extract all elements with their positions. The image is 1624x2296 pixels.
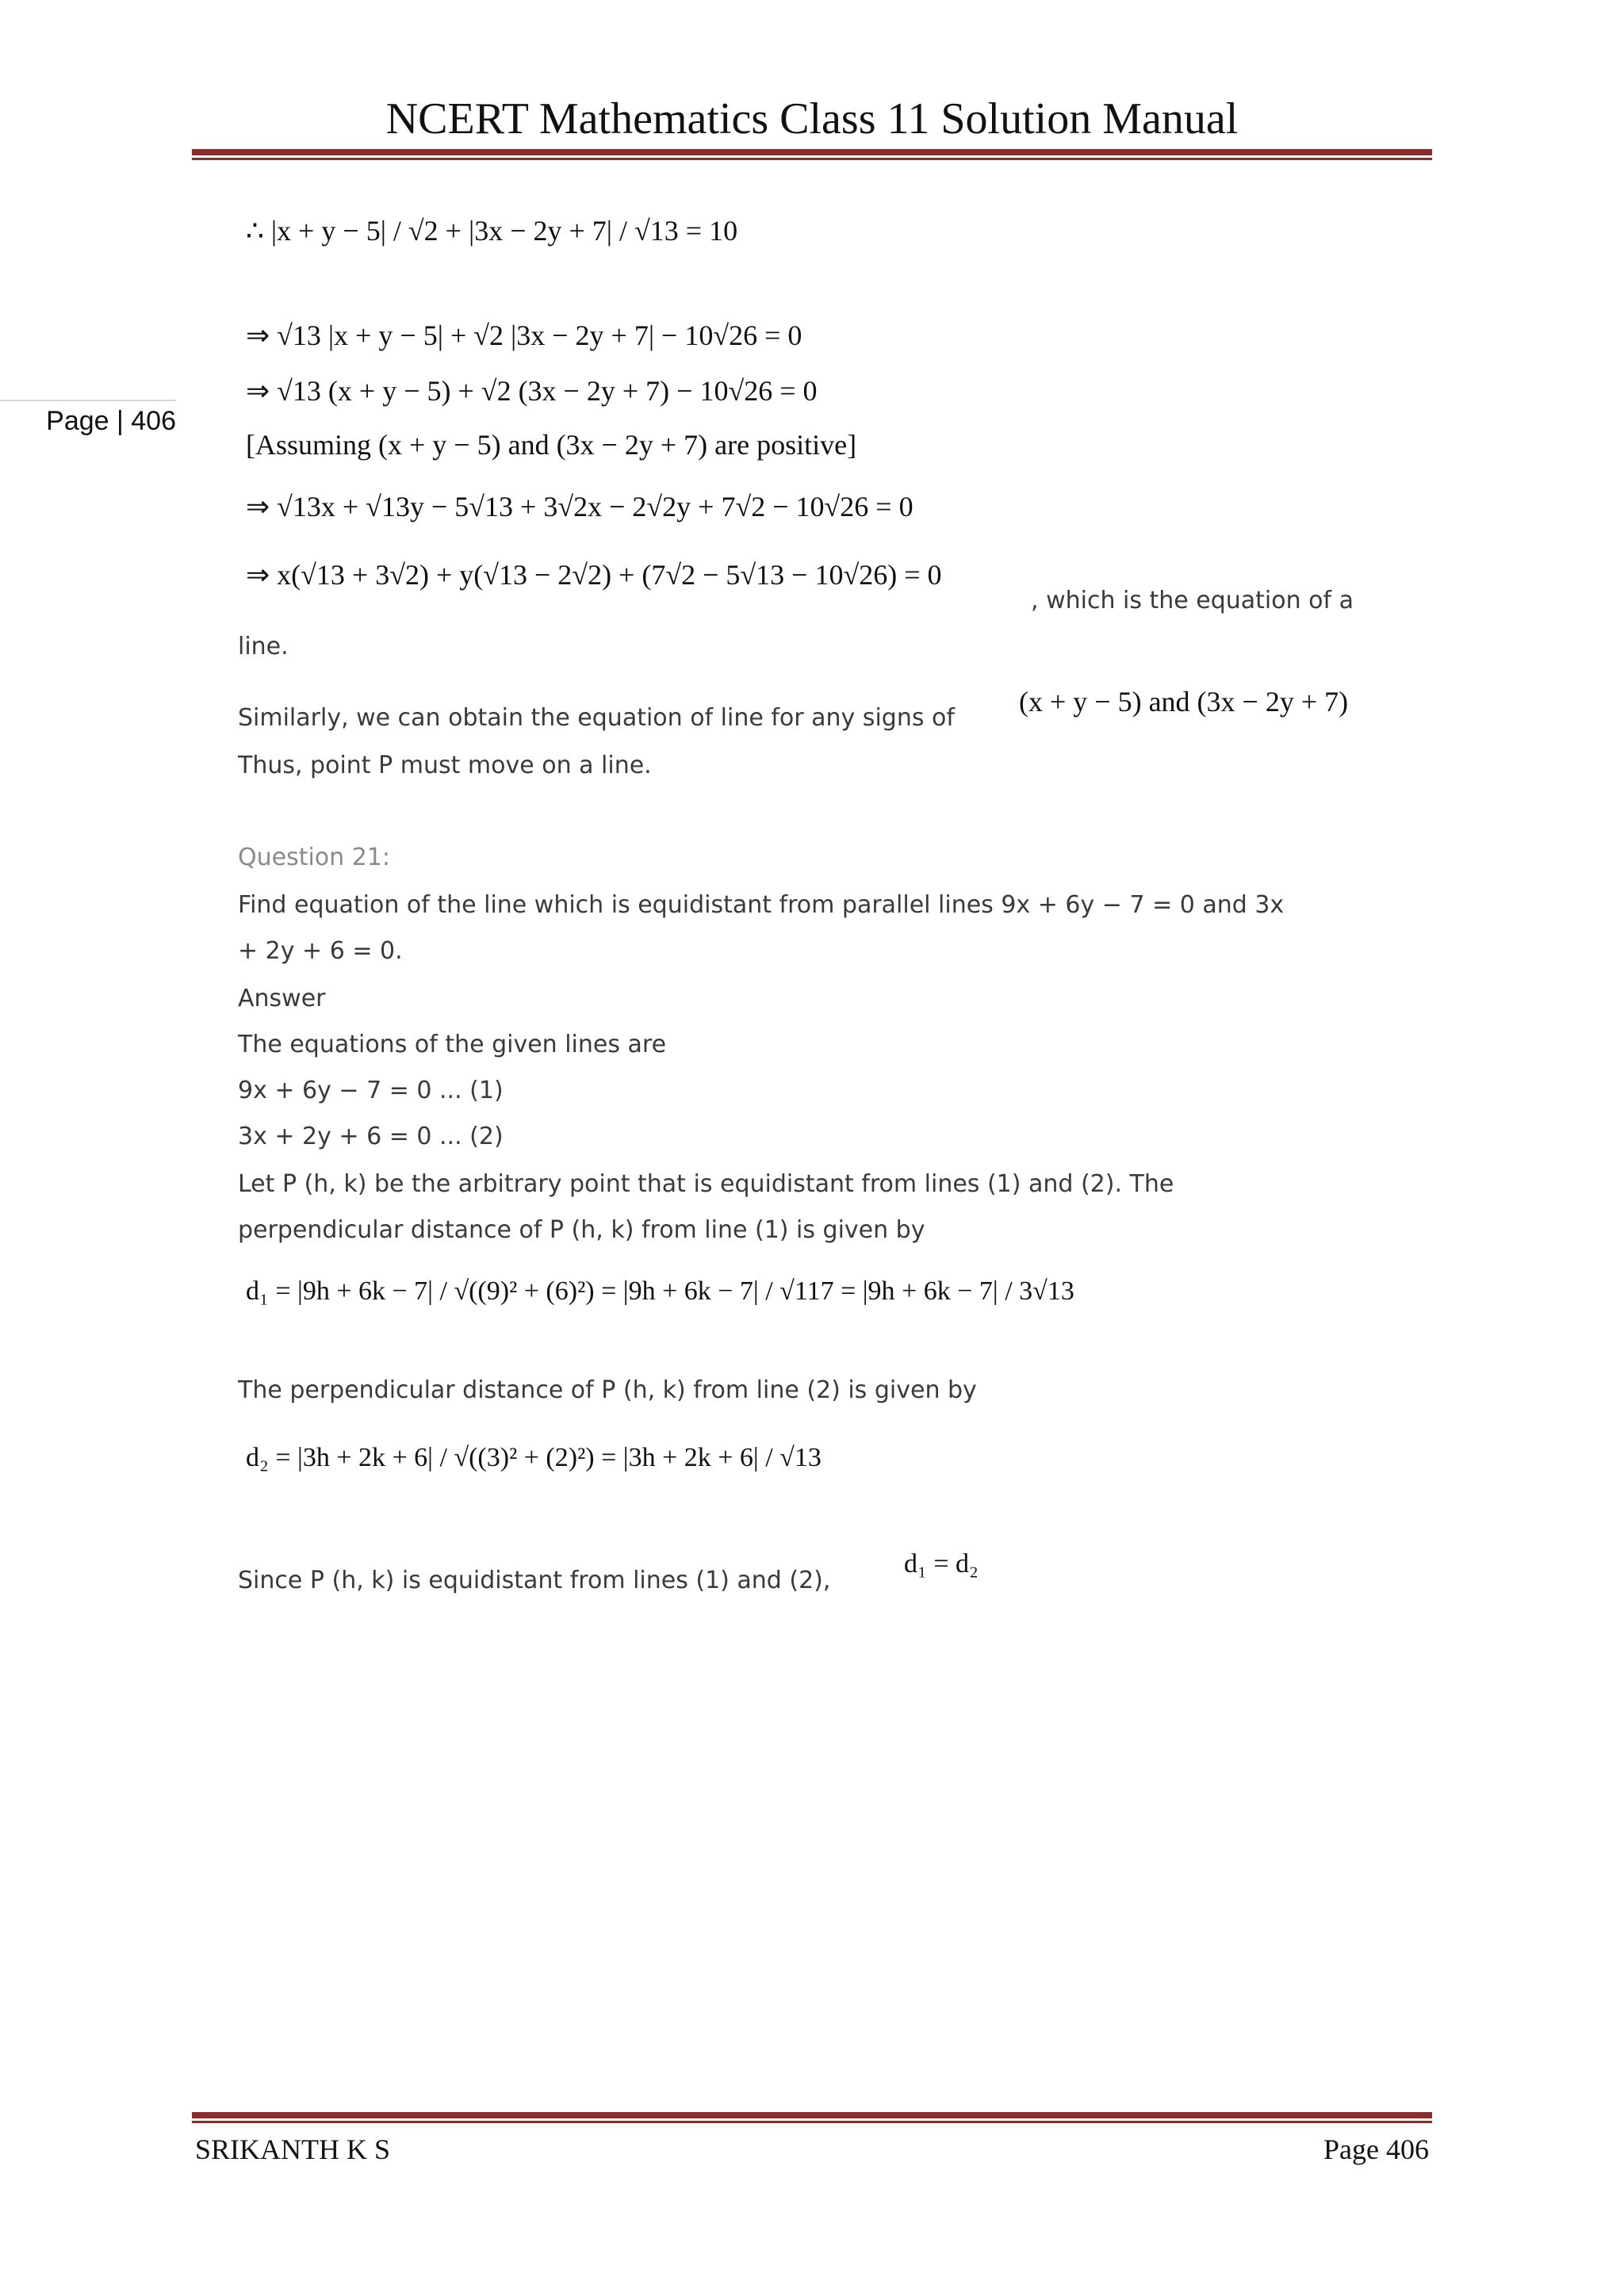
question-heading: Question 21:: [238, 844, 390, 871]
equation-5-tail: , which is the equation of a: [1031, 587, 1354, 614]
distance-d2-equation: d₂ = |3h + 2k + 6| / √((3)² + (2)²) = |3h + 2k + 6| / √13: [246, 1443, 822, 1472]
since-text: Since P (h, k) is equidistant from lines (1) and (2),: [238, 1567, 831, 1594]
equation-5-tail-line: line.: [238, 633, 289, 660]
since-math: d₁ = d₂: [904, 1549, 979, 1578]
equation-assumption: [Assuming (x + y − 5) and (3x − 2y + 7) are positive]: [246, 429, 857, 461]
let-text-2: perpendicular distance of P (h, k) from line (1) is given by: [238, 1216, 925, 1244]
margin-page-label: Page | 406: [46, 406, 176, 436]
header-rule: [192, 149, 1432, 160]
footer-author: SRIKANTH K S: [195, 2133, 391, 2165]
page-header-title: NCERT Mathematics Class 11 Solution Manual: [385, 94, 1239, 144]
line-equation-1: 9x + 6y − 7 = 0 ... (1): [238, 1077, 504, 1104]
thus-text: Thus, point P must move on a line.: [238, 752, 652, 779]
line-equation-2: 3x + 2y + 6 = 0 ... (2): [238, 1123, 504, 1150]
distance-d1-equation: d₁ = |9h + 6k − 7| / √((9)² + (6)²) = |9h + 6k − 7| / √117 = |9h + 6k − 7| / 3√13: [246, 1276, 1074, 1306]
perp2-text: The perpendicular distance of P (h, k) from line (2) is given by: [238, 1376, 977, 1404]
answer-label: Answer: [238, 985, 326, 1012]
given-text: The equations of the given lines are: [238, 1031, 667, 1058]
equation-3: ⇒ √13 (x + y − 5) + √2 (3x − 2y + 7) − 10√26 = 0: [246, 375, 818, 407]
equation-2: ⇒ √13 |x + y − 5| + √2 |3x − 2y + 7| − 10√26 = 0: [246, 320, 802, 351]
similarly-text: Similarly, we can obtain the equation of line for any signs of: [238, 704, 955, 732]
equation-4: ⇒ √13x + √13y − 5√13 + 3√2x − 2√2y + 7√2 − 10√26 = 0: [246, 491, 914, 522]
similarly-math: (x + y − 5) and (3x − 2y + 7): [1019, 686, 1349, 718]
let-text-1: Let P (h, k) be the arbitrary point that is equidistant from lines (1) and (2). The: [238, 1170, 1174, 1198]
question-text-2: + 2y + 6 = 0.: [238, 937, 403, 965]
footer-page-number: Page 406: [1323, 2133, 1429, 2165]
margin-rule: [0, 400, 176, 401]
equation-1: ∴ |x + y − 5| / √2 + |3x − 2y + 7| / √13 = 10: [246, 215, 738, 247]
question-text-1: Find equation of the line which is equidistant from parallel lines 9x + 6y − 7 = 0 and 3x: [238, 891, 1285, 919]
footer-rule: [192, 2112, 1432, 2123]
equation-5: ⇒ x(√13 + 3√2) + y(√13 − 2√2) + (7√2 − 5√13 − 10√26) = 0: [246, 559, 942, 591]
